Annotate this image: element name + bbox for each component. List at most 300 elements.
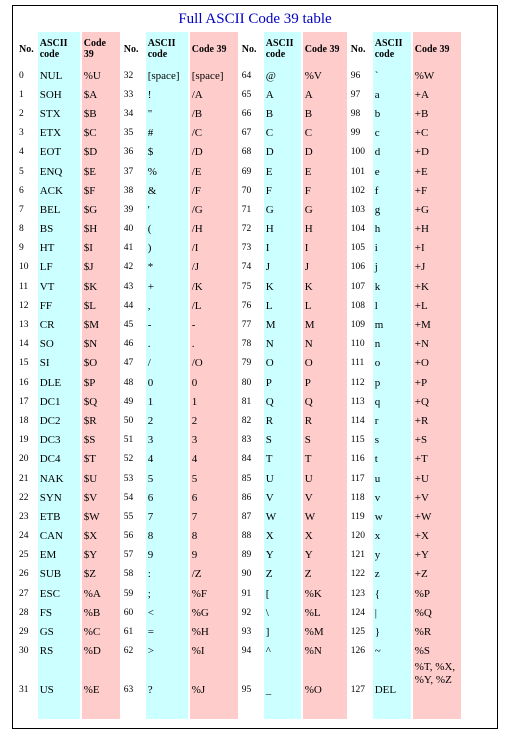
cell-no: 87 <box>241 511 252 522</box>
cell-code39: Z <box>303 565 347 584</box>
cell-no: 31 <box>19 684 29 695</box>
cell-no: 103 <box>350 204 365 215</box>
cell-no: 111 <box>350 358 365 369</box>
cell-no: 40 <box>123 224 134 235</box>
cell-code39: +E <box>413 162 461 181</box>
cell-ascii-code: 6 <box>146 488 188 507</box>
cell-ascii-code: b <box>373 104 411 123</box>
table-row <box>17 373 461 392</box>
cell-no: 95 <box>241 684 252 695</box>
header-code39: Code 39 <box>190 32 238 66</box>
cell-ascii-code: s <box>373 431 411 450</box>
cell-ascii-code: } <box>373 622 411 641</box>
cell-code39: H <box>303 220 347 239</box>
table-row <box>17 411 461 430</box>
cell-ascii-code: A <box>264 85 301 104</box>
cell-no: 91 <box>241 588 252 599</box>
table-row <box>17 469 461 488</box>
table-row <box>17 66 461 85</box>
cell-ascii-code: NAK <box>38 469 80 488</box>
cell-code39: $N <box>82 335 120 354</box>
cell-code39: +U <box>413 469 461 488</box>
cell-no: 51 <box>123 435 134 446</box>
cell-ascii-code: - <box>146 315 188 334</box>
cell-no: 80 <box>241 377 252 388</box>
cell-ascii-code: D <box>264 143 301 162</box>
cell-code39: +P <box>413 373 461 392</box>
cell-ascii-code: DLE <box>38 373 80 392</box>
cell-ascii-code: STX <box>38 104 80 123</box>
cell-ascii-code: FF <box>38 296 80 315</box>
cell-no: 1 <box>19 89 24 100</box>
cell-ascii-code: Z <box>264 565 301 584</box>
cell-no: 63 <box>123 684 134 695</box>
cell-ascii-code: BS <box>38 220 80 239</box>
cell-ascii-code: X <box>264 527 301 546</box>
cell-ascii-code: 5 <box>146 469 188 488</box>
cell-ascii-code: k <box>373 277 411 296</box>
cell-ascii-code: % <box>146 162 188 181</box>
cell-code39: $H <box>82 220 120 239</box>
cell-ascii-code: g <box>373 200 411 219</box>
cell-code39: $C <box>82 124 120 143</box>
cell-code39: S <box>303 431 347 450</box>
cell-no: 9 <box>19 243 24 254</box>
cell-code39: +T <box>413 450 461 469</box>
cell-code39: 5 <box>190 469 238 488</box>
cell-ascii-code: ( <box>146 220 188 239</box>
cell-no: 43 <box>123 281 134 292</box>
cell-no: 39 <box>123 204 134 215</box>
cell-no: 41 <box>123 243 134 254</box>
cell-ascii-code: < <box>146 603 188 622</box>
cell-no: 83 <box>241 435 252 446</box>
cell-ascii-code: . <box>146 335 188 354</box>
cell-no: 33 <box>123 89 134 100</box>
cell-code39: $M <box>82 315 120 334</box>
cell-ascii-code: ~ <box>373 642 411 661</box>
cell-ascii-code: FS <box>38 603 80 622</box>
cell-no: 127 <box>350 684 365 695</box>
cell-code39: %G <box>190 603 238 622</box>
cell-code39: +Z <box>413 565 461 584</box>
cell-ascii-code: US <box>38 661 80 719</box>
cell-code39: 2 <box>190 411 238 430</box>
cell-code39: +R <box>413 411 461 430</box>
code39-table-frame <box>12 5 498 729</box>
cell-ascii-code: SO <box>38 335 80 354</box>
cell-ascii-code: @ <box>264 66 301 85</box>
table-row <box>17 143 461 162</box>
cell-no: 50 <box>123 415 134 426</box>
table-row <box>17 507 461 526</box>
cell-code39: +A <box>413 85 461 104</box>
cell-code39: +I <box>413 239 461 258</box>
cell-no: 61 <box>123 627 134 638</box>
header-ascii-code: ASCII code <box>146 32 188 66</box>
cell-code39: E <box>303 162 347 181</box>
cell-code39: %H <box>190 622 238 641</box>
cell-no: 70 <box>241 185 252 196</box>
cell-ascii-code: DC1 <box>38 392 80 411</box>
cell-code39: +O <box>413 354 461 373</box>
cell-code39: L <box>303 296 347 315</box>
cell-no: 92 <box>241 607 252 618</box>
cell-code39: W <box>303 507 347 526</box>
cell-code39: $W <box>82 507 120 526</box>
cell-ascii-code: > <box>146 642 188 661</box>
cell-no: 30 <box>19 646 29 657</box>
header-no: No. <box>19 43 34 55</box>
cell-ascii-code: o <box>373 354 411 373</box>
header-ascii-code: ASCII code <box>373 32 411 66</box>
cell-ascii-code: z <box>373 565 411 584</box>
cell-no: 48 <box>123 377 134 388</box>
cell-code39: +J <box>413 258 461 277</box>
cell-ascii-code: NUL <box>38 66 80 85</box>
cell-no: 117 <box>350 473 365 484</box>
cell-no: 77 <box>241 320 252 331</box>
cell-no: 45 <box>123 320 134 331</box>
cell-code39: X <box>303 527 347 546</box>
cell-no: 118 <box>350 492 365 503</box>
cell-code39: 0 <box>190 373 238 392</box>
cell-code39: +S <box>413 431 461 450</box>
header-ascii-code: ASCII code <box>38 32 80 66</box>
cell-code39: +L <box>413 296 461 315</box>
cell-code39: +N <box>413 335 461 354</box>
cell-no: 35 <box>123 128 134 139</box>
cell-no: 126 <box>350 646 365 657</box>
cell-no: 12 <box>19 300 29 311</box>
cell-no: 81 <box>241 396 252 407</box>
header-code39: Code 39 <box>413 32 461 66</box>
cell-no: 53 <box>123 473 134 484</box>
cell-no: 59 <box>123 588 134 599</box>
cell-code39: V <box>303 488 347 507</box>
cell-code39: %B <box>82 603 120 622</box>
cell-code39: %E <box>82 661 120 719</box>
cell-no: 78 <box>241 339 252 350</box>
cell-no: 123 <box>350 588 365 599</box>
cell-code39: $T <box>82 450 120 469</box>
cell-ascii-code: n <box>373 335 411 354</box>
cell-ascii-code: P <box>264 373 301 392</box>
cell-no: 55 <box>123 511 134 522</box>
cell-no: 106 <box>350 262 365 273</box>
cell-code39: %T, %X, %Y, %Z <box>413 661 461 719</box>
cell-no: 88 <box>241 531 252 542</box>
header-no: No. <box>241 43 257 55</box>
cell-no: 5 <box>19 166 24 177</box>
cell-ascii-code: 8 <box>146 527 188 546</box>
cell-no: 42 <box>123 262 134 273</box>
cell-code39: U <box>303 469 347 488</box>
cell-no: 100 <box>350 147 365 158</box>
cell-code39: 3 <box>190 431 238 450</box>
cell-no: 90 <box>241 569 252 580</box>
cell-ascii-code: LF <box>38 258 80 277</box>
cell-ascii-code: ? <box>146 661 188 719</box>
cell-no: 25 <box>19 550 29 561</box>
cell-no: 60 <box>123 607 134 618</box>
cell-no: 26 <box>19 569 29 580</box>
cell-ascii-code: ETX <box>38 124 80 143</box>
cell-code39: %D <box>82 642 120 661</box>
cell-ascii-code: SUB <box>38 565 80 584</box>
cell-ascii-code: ! <box>146 85 188 104</box>
cell-no: 4 <box>19 147 24 158</box>
cell-ascii-code: I <box>264 239 301 258</box>
cell-code39: %K <box>303 584 347 603</box>
table-row <box>17 239 461 258</box>
cell-code39: +Y <box>413 546 461 565</box>
cell-no: 89 <box>241 550 252 561</box>
cell-ascii-code: , <box>146 296 188 315</box>
cell-code39: 6 <box>190 488 238 507</box>
cell-code39: 4 <box>190 450 238 469</box>
cell-ascii-code: ) <box>146 239 188 258</box>
cell-no: 28 <box>19 607 29 618</box>
cell-ascii-code: L <box>264 296 301 315</box>
cell-no: 8 <box>19 224 24 235</box>
cell-code39: /E <box>190 162 238 181</box>
cell-code39: +K <box>413 277 461 296</box>
cell-ascii-code: [space] <box>146 66 188 85</box>
cell-code39: D <box>303 143 347 162</box>
cell-ascii-code: SOH <box>38 85 80 104</box>
cell-code39: /F <box>190 181 238 200</box>
cell-code39: Y <box>303 546 347 565</box>
table-row <box>17 162 461 181</box>
cell-code39: Q <box>303 392 347 411</box>
cell-code39: %N <box>303 642 347 661</box>
cell-ascii-code: + <box>146 277 188 296</box>
table-row <box>17 258 461 277</box>
cell-code39: %A <box>82 584 120 603</box>
cell-code39: G <box>303 200 347 219</box>
cell-code39: +G <box>413 200 461 219</box>
cell-ascii-code: ] <box>264 622 301 641</box>
cell-ascii-code: 9 <box>146 546 188 565</box>
table-row <box>17 277 461 296</box>
cell-no: 17 <box>19 396 29 407</box>
cell-code39: /L <box>190 296 238 315</box>
cell-code39: 1 <box>190 392 238 411</box>
cell-ascii-code: h <box>373 220 411 239</box>
cell-code39: %I <box>190 642 238 661</box>
cell-ascii-code: EM <box>38 546 80 565</box>
cell-ascii-code: BEL <box>38 200 80 219</box>
cell-ascii-code: & <box>146 181 188 200</box>
cell-ascii-code: t <box>373 450 411 469</box>
cell-no: 15 <box>19 358 29 369</box>
cell-ascii-code: 0 <box>146 373 188 392</box>
cell-code39: /A <box>190 85 238 104</box>
cell-ascii-code: * <box>146 258 188 277</box>
cell-no: 29 <box>19 627 29 638</box>
cell-code39: $U <box>82 469 120 488</box>
cell-no: 105 <box>350 243 365 254</box>
cell-code39: %U <box>82 66 120 85</box>
cell-code39: %J <box>190 661 238 719</box>
cell-code39: %P <box>413 584 461 603</box>
table-row <box>17 220 461 239</box>
cell-ascii-code: y <box>373 546 411 565</box>
cell-ascii-code: u <box>373 469 411 488</box>
cell-no: 110 <box>350 339 365 350</box>
cell-code39: I <box>303 239 347 258</box>
cell-code39: F <box>303 181 347 200</box>
cell-ascii-code: [ <box>264 584 301 603</box>
cell-no: 3 <box>19 128 24 139</box>
cell-code39: $L <box>82 296 120 315</box>
cell-code39: O <box>303 354 347 373</box>
cell-no: 74 <box>241 262 252 273</box>
table-row <box>17 450 461 469</box>
cell-code39: /G <box>190 200 238 219</box>
cell-ascii-code: ' <box>146 200 188 219</box>
table-row <box>17 104 461 123</box>
table-row <box>17 565 461 584</box>
table-row <box>17 546 461 565</box>
cell-no: 121 <box>350 550 365 561</box>
cell-code39: %S <box>413 642 461 661</box>
cell-ascii-code: r <box>373 411 411 430</box>
cell-no: 11 <box>19 281 29 292</box>
cell-no: 69 <box>241 166 252 177</box>
header-code39: Code 39 <box>303 32 347 66</box>
cell-no: 62 <box>123 646 134 657</box>
cell-ascii-code: EOT <box>38 143 80 162</box>
cell-code39: C <box>303 124 347 143</box>
cell-no: 10 <box>19 262 29 273</box>
cell-ascii-code: j <box>373 258 411 277</box>
cell-ascii-code: c <box>373 124 411 143</box>
cell-no: 124 <box>350 607 365 618</box>
cell-code39: %L <box>303 603 347 622</box>
cell-no: 14 <box>19 339 29 350</box>
cell-no: 84 <box>241 454 252 465</box>
cell-code39: +V <box>413 488 461 507</box>
cell-no: 115 <box>350 435 365 446</box>
header-no: No. <box>123 43 139 55</box>
cell-ascii-code: CR <box>38 315 80 334</box>
cell-ascii-code: DC2 <box>38 411 80 430</box>
cell-ascii-code: T <box>264 450 301 469</box>
cell-ascii-code: q <box>373 392 411 411</box>
cell-ascii-code: a <box>373 85 411 104</box>
cell-code39: $F <box>82 181 120 200</box>
cell-no: 7 <box>19 204 24 215</box>
cell-no: 44 <box>123 300 134 311</box>
cell-no: 27 <box>19 588 29 599</box>
cell-ascii-code: " <box>146 104 188 123</box>
cell-ascii-code: { <box>373 584 411 603</box>
cell-no: 94 <box>241 646 252 657</box>
cell-no: 114 <box>350 415 365 426</box>
cell-code39: +F <box>413 181 461 200</box>
cell-no: 37 <box>123 166 134 177</box>
cell-no: 97 <box>350 89 361 100</box>
cell-no: 32 <box>123 70 134 81</box>
cell-code39: M <box>303 315 347 334</box>
cell-no: 73 <box>241 243 252 254</box>
table-row <box>17 124 461 143</box>
cell-no: 65 <box>241 89 252 100</box>
cell-ascii-code: i <box>373 239 411 258</box>
cell-code39: A <box>303 85 347 104</box>
table-row <box>17 296 461 315</box>
table-row <box>17 392 461 411</box>
cell-code39: /H <box>190 220 238 239</box>
cell-no: 125 <box>350 627 365 638</box>
table-row <box>17 603 461 622</box>
cell-ascii-code: R <box>264 411 301 430</box>
cell-ascii-code: E <box>264 162 301 181</box>
cell-ascii-code: CAN <box>38 527 80 546</box>
table-row <box>17 181 461 200</box>
cell-no: 98 <box>350 108 361 119</box>
cell-no: 46 <box>123 339 134 350</box>
cell-ascii-code: DC3 <box>38 431 80 450</box>
cell-no: 85 <box>241 473 252 484</box>
cell-code39: $J <box>82 258 120 277</box>
cell-code39: %R <box>413 622 461 641</box>
page-title: Full ASCII Code 39 table <box>178 11 332 27</box>
cell-no: 82 <box>241 415 252 426</box>
cell-no: 20 <box>19 454 29 465</box>
cell-ascii-code: p <box>373 373 411 392</box>
cell-ascii-code: 3 <box>146 431 188 450</box>
cell-ascii-code: x <box>373 527 411 546</box>
cell-code39: P <box>303 373 347 392</box>
cell-code39: $G <box>82 200 120 219</box>
cell-code39: +M <box>413 315 461 334</box>
cell-ascii-code: J <box>264 258 301 277</box>
table-row <box>17 354 461 373</box>
cell-code39: %Q <box>413 603 461 622</box>
cell-ascii-code: F <box>264 181 301 200</box>
cell-code39: T <box>303 450 347 469</box>
cell-no: 101 <box>350 166 365 177</box>
cell-no: 19 <box>19 435 29 446</box>
cell-ascii-code: m <box>373 315 411 334</box>
cell-ascii-code: RS <box>38 642 80 661</box>
cell-code39: /Z <box>190 565 238 584</box>
cell-ascii-code: K <box>264 277 301 296</box>
cell-code39: $K <box>82 277 120 296</box>
cell-ascii-code: ESC <box>38 584 80 603</box>
cell-code39: %C <box>82 622 120 641</box>
cell-ascii-code: f <box>373 181 411 200</box>
cell-code39: /K <box>190 277 238 296</box>
table-row <box>17 661 461 719</box>
cell-no: 0 <box>19 70 24 81</box>
cell-ascii-code: M <box>264 315 301 334</box>
cell-no: 21 <box>19 473 29 484</box>
cell-ascii-code: VT <box>38 277 80 296</box>
table-body <box>17 66 461 719</box>
cell-no: 79 <box>241 358 252 369</box>
cell-no: 52 <box>123 454 134 465</box>
header-no: No. <box>350 43 366 55</box>
cell-ascii-code: H <box>264 220 301 239</box>
cell-ascii-code: # <box>146 124 188 143</box>
cell-code39: B <box>303 104 347 123</box>
header-code39: Code 39 <box>82 32 120 66</box>
cell-code39: $Y <box>82 546 120 565</box>
